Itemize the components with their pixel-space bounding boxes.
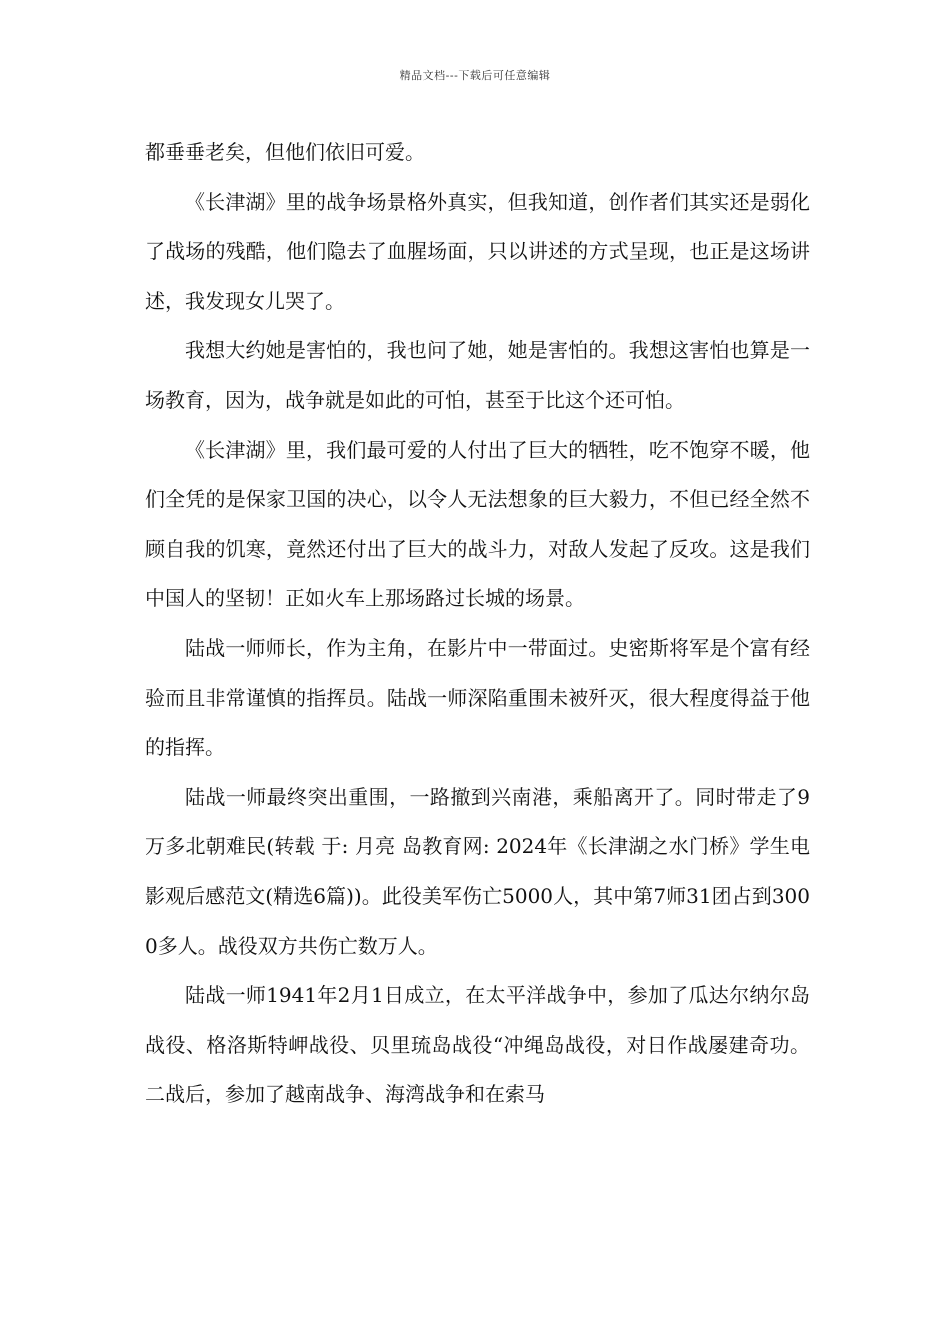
- paragraph-3: 我想大约她是害怕的，我也问了她，她是害怕的。我想这害怕也算是一场教育，因为，战争就是如此的可怕，甚至于比这个还可怕。: [145, 338, 810, 412]
- paragraph-6: 陆战一师最终突出重围，一路撤到兴南港，乘船离开了。同时带走了9万多北朝难民(转载 于: 月亮 岛教育网: 2024年《长津湖之水门桥》学生电影观后感范文(精选6篇))。此役美军伤亡5000人，其中第7师31团占到3000多人。战役双方共伤亡数万人。: [145, 784, 810, 958]
- paragraph-7: 陆战一师1941年2月1日成立，在太平洋战争中，参加了瓜达尔纳尔岛战役、格洛斯特岬战役、贝里琉岛战役“冲绳岛战役，对日作战屡建奇功。二战后，参加了越南战争、海湾战争和在索马: [145, 983, 810, 1107]
- page-header: 精品文档---下载后可任意编辑: [399, 69, 551, 82]
- paragraph-4: 《长津湖》里，我们最可爱的人付出了巨大的牺牲，吃不饱穿不暖，他们全凭的是保家卫国的决心，以令人无法想象的巨大毅力，不但已经全然不顾自我的饥寒，竟然还付出了巨大的战斗力，对敌人发起了反攻。这是我们中国人的坚韧！正如火车上那场路过长城的场景。: [145, 437, 810, 611]
- paragraph-1: 都垂垂老矣，但他们依旧可爱。: [145, 140, 425, 164]
- paragraph-2: 《长津湖》里的战争场景格外真实，但我知道，创作者们其实还是弱化了战场的残酷，他们隐去了血腥场面，只以讲述的方式呈现，也正是这场讲述，我发现女儿哭了。: [145, 189, 810, 313]
- document-body: [145, 128, 810, 1120]
- paragraph-5: 陆战一师师长，作为主角，在影片中一带面过。史密斯将军是个富有经验而且非常谨慎的指挥员。陆战一师深陷重围未被歼灭，很大程度得益于他的指挥。: [145, 635, 810, 760]
